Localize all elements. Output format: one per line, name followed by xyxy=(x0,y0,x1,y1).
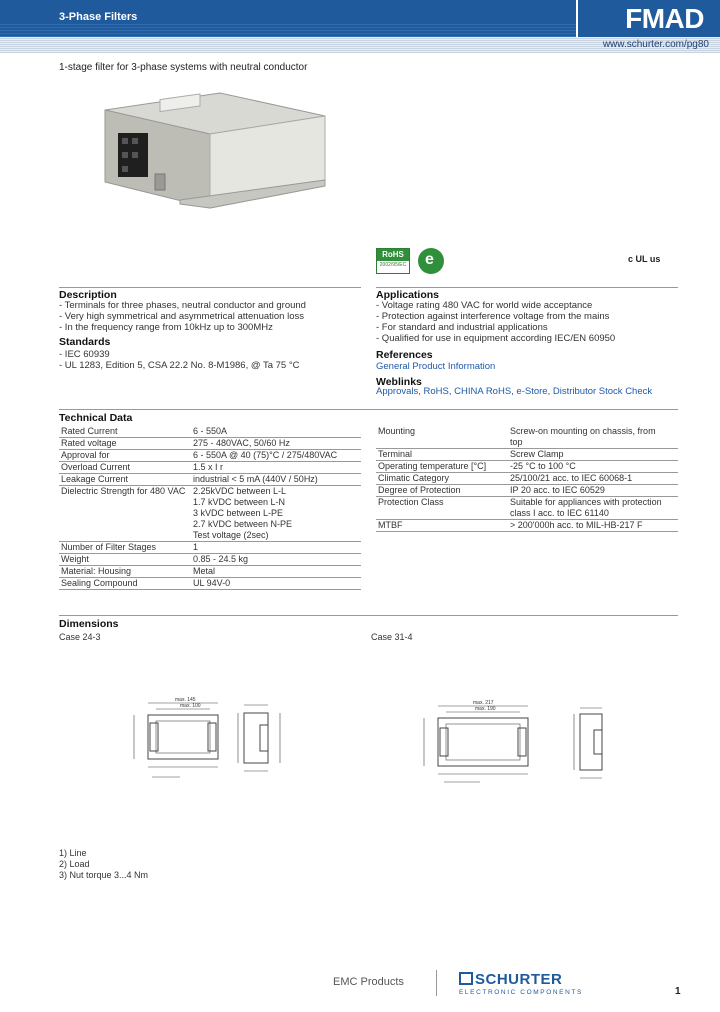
spec-label: Terminal xyxy=(376,449,508,461)
applications-list xyxy=(376,300,615,344)
list-item: - In the frequency range from 10kHz up to 300MHz xyxy=(59,322,273,333)
divider xyxy=(59,615,678,616)
spec-value xyxy=(191,566,361,578)
table-row xyxy=(59,578,361,590)
divider xyxy=(376,287,678,288)
spec-value-line: industrial < 5 mA (440V / 50Hz) xyxy=(193,474,318,484)
spec-label: Weight xyxy=(59,554,191,566)
footnotes xyxy=(59,848,148,881)
spec-value-line: 6 - 550A xyxy=(193,426,228,436)
spec-value-line: Suitable for appliances with protection xyxy=(510,497,662,507)
table-row xyxy=(59,438,361,450)
table-row xyxy=(59,542,361,554)
table-row xyxy=(59,554,361,566)
china-rohs-icon xyxy=(418,248,444,274)
approval-logos xyxy=(376,248,676,276)
spec-value-line: Screw Clamp xyxy=(510,449,564,459)
general-info-link[interactable]: General Product Information xyxy=(376,361,496,372)
product-code-tab xyxy=(576,0,720,37)
spec-value-line: IP 20 acc. to IEC 60529 xyxy=(510,485,605,495)
spec-value xyxy=(508,520,678,532)
divider xyxy=(59,287,361,288)
spec-label: Approval for xyxy=(59,450,191,462)
spec-label: Degree of Protection xyxy=(376,485,508,497)
table-row xyxy=(376,485,678,497)
list-item: - IEC 60939 xyxy=(59,349,110,360)
footnote: 2) Load xyxy=(59,859,90,869)
spec-value-line: 1.5 x I r xyxy=(193,462,224,472)
schurter-logo xyxy=(459,971,583,996)
weblinks-list xyxy=(376,386,652,397)
rohs-logo xyxy=(376,248,410,274)
list-item: - UL 1283, Edition 5, CSA 22.2 No. 8-M1986, @ Ta 75 °C xyxy=(59,360,300,371)
table-row xyxy=(376,473,678,485)
spec-value xyxy=(191,486,361,542)
spec-value xyxy=(191,578,361,590)
spec-value-line: 25/100/21 acc. to IEC 60068-1 xyxy=(510,473,633,483)
list-item: - Terminals for three phases, neutral conductor and ground xyxy=(59,300,306,311)
spec-value-line: class I acc. to IEC 61140 xyxy=(510,508,609,518)
spec-value xyxy=(191,426,361,438)
table-row xyxy=(376,426,678,449)
case-label-b: Case 31-4 xyxy=(371,632,413,642)
case-label-a: Case 24-3 xyxy=(59,632,101,642)
product-url[interactable]: www.schurter.com/pg80 xyxy=(602,39,709,50)
table-row xyxy=(59,426,361,438)
footer-emc-products: EMC Products xyxy=(333,976,404,988)
spec-label: MTBF xyxy=(376,520,508,532)
list-item: - Protection against interference voltage from the mains xyxy=(376,311,610,322)
spec-label: Rated Current xyxy=(59,426,191,438)
spec-value xyxy=(508,461,678,473)
applications-title: Applications xyxy=(376,289,440,301)
brand-tagline: ELECTRONIC COMPONENTS xyxy=(459,989,583,996)
list-item: - For standard and industrial applications xyxy=(376,322,548,333)
spec-value xyxy=(508,426,678,449)
list-item: - Qualified for use in equipment according IEC/EN 60950 xyxy=(376,333,616,344)
rohs-label: RoHS xyxy=(377,249,409,261)
table-row xyxy=(376,497,678,520)
spec-label: Leakage Current xyxy=(59,474,191,486)
logo-mark-icon xyxy=(459,972,473,985)
spec-value xyxy=(191,554,361,566)
spec-value xyxy=(508,485,678,497)
spec-value-line: top xyxy=(510,437,523,447)
footnote: 1) Line xyxy=(59,848,87,858)
table-row xyxy=(59,474,361,486)
spec-value xyxy=(508,449,678,461)
footnote: 3) Nut torque 3...4 Nm xyxy=(59,870,149,880)
tech-table-left xyxy=(59,426,361,590)
spec-label: Sealing Compound xyxy=(59,578,191,590)
brand-text: SCHURTER xyxy=(475,971,563,988)
spec-value-line: Screw-on mounting on chassis, from xyxy=(510,426,656,436)
spec-value xyxy=(191,474,361,486)
table-row xyxy=(59,486,361,542)
spec-value-line: -25 °C to 100 °C xyxy=(510,461,576,471)
spec-value-line: > 200'000h acc. to MIL-HB-217 F xyxy=(510,520,643,530)
standards-list xyxy=(59,349,300,371)
spec-value xyxy=(508,473,678,485)
spec-value-line: 2.7 kVDC between N-PE xyxy=(193,519,293,529)
dim-label: max. 100 xyxy=(180,703,201,709)
spec-label: Protection Class xyxy=(376,497,508,520)
description-list xyxy=(59,300,306,333)
table-row xyxy=(59,462,361,474)
page-number: 1 xyxy=(675,986,681,997)
spec-value-line: 3 kVDC between L-PE xyxy=(193,508,284,518)
dim-label: max. 217 xyxy=(473,700,494,706)
spec-label: Number of Filter Stages xyxy=(59,542,191,554)
drawing-case-24-3 xyxy=(120,695,310,795)
spec-value-line: 6 - 550A @ 40 (75)°C / 275/480VAC xyxy=(193,450,338,460)
table-row xyxy=(376,461,678,473)
spec-value-line: UL 94V-0 xyxy=(193,578,231,588)
table-row xyxy=(376,520,678,532)
spec-value xyxy=(191,438,361,450)
e-mark: e xyxy=(425,251,434,268)
list-item: - Voltage rating 480 VAC for world wide acceptance xyxy=(376,300,593,311)
spec-label: Climatic Category xyxy=(376,473,508,485)
divider xyxy=(59,409,678,410)
spec-value-line: 275 - 480VAC, 50/60 Hz xyxy=(193,438,290,448)
product-image xyxy=(100,88,330,213)
table-row xyxy=(59,450,361,462)
spec-label: Operating temperature [°C] xyxy=(376,461,508,473)
ul-mark-icon: c UL us xyxy=(628,254,661,264)
spec-value xyxy=(191,462,361,474)
weblinks-title: Weblinks xyxy=(376,376,422,388)
references-list xyxy=(376,361,495,372)
spec-label: Dielectric Strength for 480 VAC xyxy=(59,486,191,542)
spec-value-line: Test voltage (2sec) xyxy=(193,530,269,540)
spec-label: Rated voltage xyxy=(59,438,191,450)
spec-value xyxy=(191,542,361,554)
spec-label: Mounting xyxy=(376,426,508,449)
list-item: - Very high symmetrical and asymmetrical attenuation loss xyxy=(59,311,304,322)
spec-label: Material: Housing xyxy=(59,566,191,578)
dim-label: max. 145 xyxy=(175,697,196,703)
spec-value-line: 1.7 kVDC between L-N xyxy=(193,497,286,507)
tech-table-right xyxy=(376,426,678,532)
brand-name xyxy=(459,971,583,988)
standards-title: Standards xyxy=(59,336,111,348)
table-row xyxy=(376,449,678,461)
spec-value-line: 2.25kVDC between L-L xyxy=(193,486,287,496)
spec-value-line: Metal xyxy=(193,566,216,576)
product-subtitle: 1-stage filter for 3-phase systems with neutral conductor xyxy=(59,62,308,73)
weblinks-link[interactable]: Approvals, RoHS, CHINA RoHS, e-Store, Distributor Stock Check xyxy=(376,386,653,397)
table-row xyxy=(59,566,361,578)
technical-data-title: Technical Data xyxy=(59,412,133,424)
spec-value-line: 0.85 - 24.5 kg xyxy=(193,554,249,564)
dim-label: max. 190 xyxy=(475,706,496,712)
spec-value xyxy=(191,450,361,462)
drawing-case-31-4 xyxy=(410,700,610,795)
spec-label: Overload Current xyxy=(59,462,191,474)
spec-value xyxy=(508,497,678,520)
dimensions-title: Dimensions xyxy=(59,618,119,630)
references-title: References xyxy=(376,349,433,361)
url-bar xyxy=(0,37,720,53)
footer-divider xyxy=(436,970,437,996)
product-code: FMAD xyxy=(625,3,704,34)
spec-value-line: 1 xyxy=(193,542,199,552)
description-title: Description xyxy=(59,289,117,301)
rohs-sublabel: 2002/95/EC xyxy=(379,262,407,268)
category-title: 3-Phase Filters xyxy=(59,11,138,23)
